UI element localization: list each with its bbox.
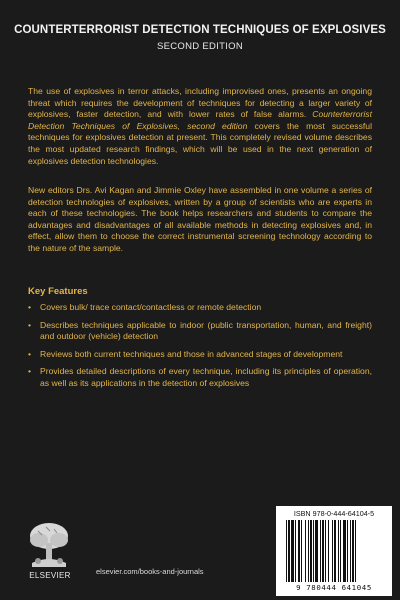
bullet-icon: • [28,319,32,330]
book-title: COUNTERTERRORIST DETECTION TECHNIQUES OF EXPLOSIVES [14,24,386,36]
key-features-heading: Key Features [28,286,88,297]
key-feature-item [28,320,372,343]
publisher-url-link[interactable]: elsevier.com/books-and-journals [96,567,204,576]
key-feature-item [28,302,372,314]
key-feature-text: Covers bulk/ trace contact/contactless or remote detection [40,302,262,312]
barcode-block [276,506,392,596]
description-paragraph-2: New editors Drs. Avi Kagan and Jimmie Oxley have assembled in one volume a series of detection technologies of explosives, written by a group of scientists who are experts in each of these technologies. The book helps researchers and students to compare the advantages and disadvantages of all available methods in detecting explosives and, in effect, allow them to choose the correct instrumental screening technology according to the nature of the sample. [28,185,372,253]
key-feature-item [28,366,372,389]
key-feature-text: Describes techniques applicable to indoor (public transportation, human, and freight) and outdoor (vehicle) detection [40,319,372,342]
paragraph-1-end: covers the most successful techniques for explosives detection at present. This completely revised volume describes the most updated research findings, which will be used in the next generation of explosives detection technologies. [28,120,372,166]
key-feature-item [28,349,372,361]
description-paragraph-1 [28,86,372,167]
key-feature-text: Provides detailed descriptions of every technique, including its principles of operation, as well as its applications in the detection of explosives [40,366,372,388]
publisher-name: ELSEVIER [29,571,71,580]
isbn-text: ISBN 978-0-444-64104-5 [293,509,375,518]
paragraph-1-start: The use of explosives in terror attacks, including improvised ones, presents an ongoing threat which requires the development of techniques for detecting a larger variety of explosives, faster detection, and with lower rates of false alarms. [28,86,372,120]
bullet-icon: • [28,302,32,312]
key-features-list [28,302,372,396]
edition-label: SECOND EDITION [156,41,243,52]
barcode-icon [286,520,382,582]
elsevier-tree-logo-icon [24,519,74,569]
barcode-number: 9 780444 641045 [296,583,372,592]
key-feature-text: Reviews both current techniques and those in advanced stages of development [40,348,343,359]
bullet-icon: • [28,366,32,377]
bullet-icon: • [28,348,32,359]
book-title-italic: Counterterrorist Detection Techniques of Explosives, second edition [28,109,372,131]
